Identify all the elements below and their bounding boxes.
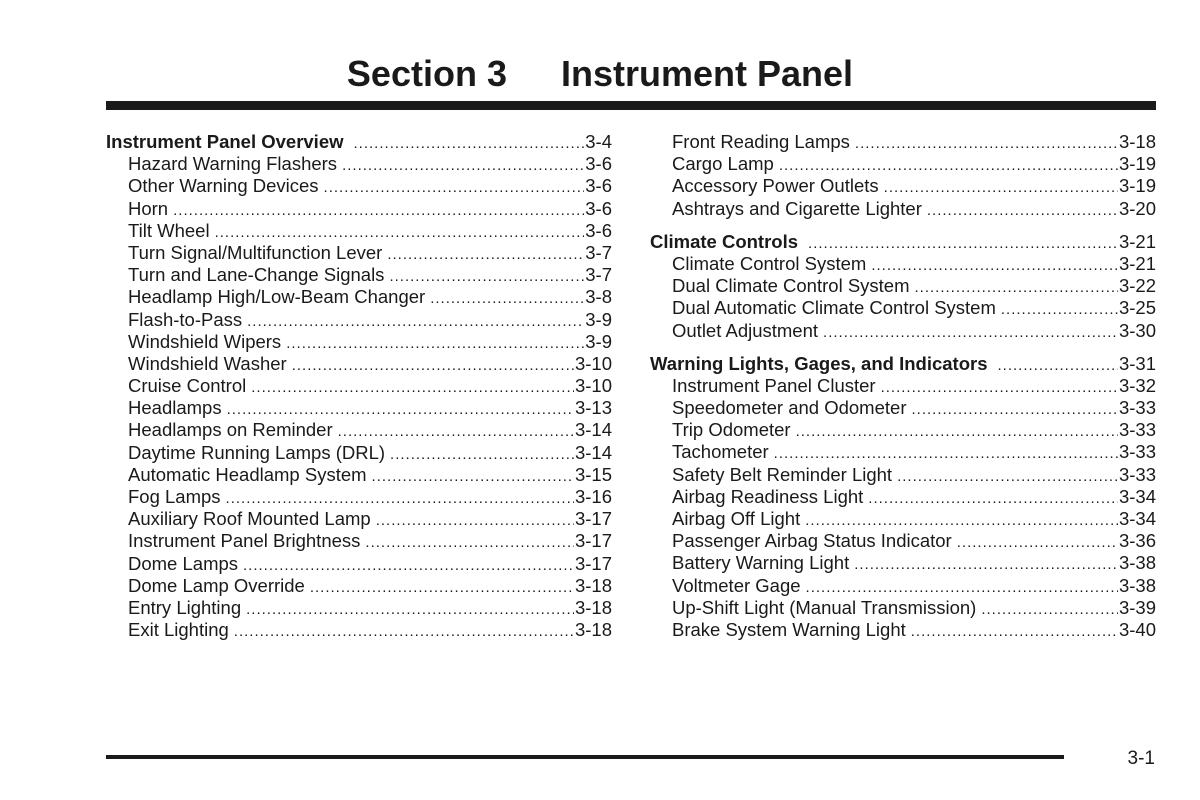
toc-entry-page: 3-18 [574, 596, 612, 618]
dot-leader [338, 421, 574, 441]
dot-leader [806, 577, 1118, 597]
toc-entry-page: 3-25 [1118, 297, 1156, 319]
toc-entry-page: 3-8 [585, 286, 612, 308]
dot-leader [927, 200, 1118, 220]
toc-entry-page: 3-6 [585, 153, 612, 175]
dot-leader [376, 510, 574, 530]
dot-leader [246, 599, 574, 619]
dot-leader [173, 200, 584, 220]
toc-entry[interactable] [106, 331, 612, 353]
toc-entry-page: 3-19 [1118, 153, 1156, 175]
dot-leader [234, 621, 574, 641]
dot-leader [911, 621, 1118, 641]
toc-entry-title: Battery Warning Light [672, 552, 850, 574]
toc-entry[interactable] [650, 397, 1156, 419]
toc-entry-page: 3-14 [574, 419, 612, 441]
toc-entry[interactable] [650, 198, 1156, 220]
section-label: Section [346, 53, 477, 94]
toc-entry[interactable] [650, 275, 1156, 297]
toc-entry-title: Speedometer and Odometer [672, 397, 907, 419]
toc-entry-title: Passenger Airbag Status Indicator [672, 530, 952, 552]
toc-entry-title: Up-Shift Light (Manual Transmission) [672, 596, 977, 618]
toc-entry[interactable] [650, 464, 1156, 486]
dot-leader [227, 399, 574, 419]
toc-entry-page: 3-17 [574, 552, 612, 574]
toc-entry-title: Climate Controls [650, 230, 799, 252]
toc-entry-title: Windshield Wipers [128, 330, 282, 352]
dot-leader [226, 488, 574, 508]
toc-entry-title: Safety Belt Reminder Light [672, 463, 893, 485]
toc-entry-page: 3-6 [585, 175, 612, 197]
toc-entry-title: Ashtrays and Cigarette Lighter [672, 197, 922, 219]
toc-entry-page: 3-6 [585, 219, 612, 241]
toc-entry[interactable] [106, 242, 612, 264]
toc-entry-title: Instrument Panel Brightness [128, 530, 361, 552]
dot-leader [390, 444, 574, 464]
toc-entry-title: Windshield Washer [128, 352, 287, 374]
toc-column-left [106, 131, 612, 641]
toc-entry-title: Trip Odometer [672, 419, 791, 441]
toc-entry-page: 3-34 [1118, 508, 1156, 529]
toc-entry[interactable] [106, 220, 612, 242]
toc-entry-title: Horn [128, 197, 169, 219]
toc-entry-title: Airbag Off Light [672, 508, 801, 529]
toc-entry-title: Daytime Running Lamps (DRL) [128, 441, 386, 463]
toc-heading[interactable] [650, 231, 1156, 253]
toc-entry-title: Tilt Wheel [128, 219, 210, 241]
dot-leader [365, 532, 574, 552]
dot-leader [1001, 299, 1118, 319]
toc-entry[interactable] [106, 375, 612, 397]
toc-entry-page: 3-20 [1118, 197, 1156, 219]
toc-entry-page: 3-33 [1118, 441, 1156, 463]
toc-group [650, 353, 1156, 641]
dot-leader [292, 355, 574, 375]
toc-entry[interactable] [106, 264, 612, 286]
toc-entry-title: Hazard Warning Flashers [128, 153, 338, 175]
dot-leader [911, 399, 1117, 419]
toc-entry[interactable] [106, 153, 612, 175]
toc-entry-title: Climate Control System [672, 252, 867, 274]
dot-leader [387, 244, 584, 264]
toc-entry-title: Warning Lights, Gages, and Indicators [650, 352, 988, 374]
toc-entry-page: 3-38 [1118, 552, 1156, 574]
toc-entry-title: Automatic Headlamp System [128, 463, 367, 485]
toc-entry-title: Turn Signal/Multifunction Lever [128, 241, 383, 263]
toc-entry[interactable] [106, 530, 612, 552]
toc-entry[interactable] [650, 486, 1156, 508]
toc-entry-title: Headlamps [128, 397, 222, 419]
toc-group [106, 131, 612, 641]
toc-entry-page: 3-32 [1118, 374, 1156, 396]
toc-entry-page: 3-14 [574, 441, 612, 463]
dot-leader [884, 177, 1118, 197]
section-number: 3 [486, 53, 507, 94]
dot-leader [823, 322, 1118, 342]
toc-entry-title: Exit Lighting [128, 619, 229, 641]
toc-entry[interactable] [650, 530, 1156, 552]
toc-entry-page: 3-19 [1118, 175, 1156, 197]
toc-entry[interactable] [650, 320, 1156, 342]
toc-entry-title: Front Reading Lamps [672, 131, 850, 152]
toc-entry[interactable] [650, 619, 1156, 641]
toc-entry[interactable] [106, 575, 612, 597]
toc-entry-title: Headlamps on Reminder [128, 419, 333, 441]
dot-leader [372, 466, 574, 486]
toc-entry[interactable] [106, 353, 612, 375]
toc-entry-page: 3-17 [574, 508, 612, 530]
toc-entry-title: Dome Lamps [128, 552, 239, 574]
toc-entry[interactable] [650, 375, 1156, 397]
toc-entry-page: 3-6 [585, 197, 612, 219]
dot-leader [342, 155, 584, 175]
toc-entry-page: 3-40 [1118, 618, 1156, 640]
toc-entry-title: Airbag Readiness Light [672, 485, 864, 507]
header-rule [106, 101, 1156, 110]
toc-entry-title: Cargo Lamp [672, 153, 774, 175]
toc-entry-title: Auxiliary Roof Mounted Lamp [128, 508, 371, 530]
toc-entry[interactable] [650, 131, 1156, 153]
toc-entry[interactable] [650, 441, 1156, 463]
dot-leader [981, 599, 1118, 619]
toc-entry[interactable] [106, 175, 612, 197]
dot-leader [805, 510, 1118, 530]
toc-entry-page: 3-16 [574, 486, 612, 507]
toc-entry-title: Other Warning Devices [128, 175, 319, 197]
toc-entry[interactable] [106, 286, 612, 308]
dot-leader [324, 177, 585, 197]
dot-leader [251, 377, 574, 397]
dot-leader [354, 133, 585, 153]
toc-entry-page: 3-30 [1118, 319, 1156, 341]
toc-entry[interactable] [106, 619, 612, 641]
toc-entry[interactable] [650, 419, 1156, 441]
toc-entry[interactable] [650, 508, 1156, 530]
dot-leader [998, 355, 1118, 375]
toc-entry-page: 3-7 [585, 241, 612, 263]
dot-leader [779, 155, 1118, 175]
toc-entry-title: Entry Lighting [128, 596, 242, 618]
toc-entry[interactable] [106, 597, 612, 619]
toc-entry-page: 3-34 [1118, 485, 1156, 507]
toc-entry-title: Brake System Warning Light [672, 618, 906, 640]
toc-entry-page: 3-36 [1118, 530, 1156, 552]
toc-entry[interactable] [650, 575, 1156, 597]
dot-leader [915, 277, 1118, 297]
toc-entry[interactable] [106, 419, 612, 441]
toc-entry-title: Instrument Panel Cluster [672, 374, 876, 396]
toc-entry[interactable] [650, 297, 1156, 319]
toc-entry-page: 3-13 [574, 397, 612, 419]
toc-entry-page: 3-38 [1118, 574, 1156, 596]
toc-entry-page: 3-17 [574, 530, 612, 552]
toc-entry-title: Fog Lamps [128, 486, 221, 507]
dot-leader [855, 133, 1118, 153]
dot-leader [243, 555, 574, 575]
toc-column-right [650, 131, 1156, 641]
toc-heading[interactable] [106, 131, 612, 153]
dot-leader [957, 532, 1118, 552]
dot-leader [881, 377, 1118, 397]
toc-entry[interactable] [650, 175, 1156, 197]
toc-entry[interactable] [106, 198, 612, 220]
toc-entry-page: 3-33 [1118, 397, 1156, 419]
section-header [0, 52, 1200, 96]
dot-leader [310, 577, 574, 597]
toc-entry-page: 3-10 [574, 375, 612, 397]
toc-heading[interactable] [650, 353, 1156, 375]
toc-entry-title: Instrument Panel Overview [106, 131, 344, 152]
dot-leader [871, 255, 1118, 275]
footer-rule [106, 755, 1064, 759]
toc-entry-page: 3-7 [585, 264, 612, 286]
dot-leader [774, 443, 1118, 463]
toc-entry-title: Accessory Power Outlets [672, 175, 879, 197]
dot-leader [215, 222, 585, 242]
toc-entry-title: Dome Lamp Override [128, 574, 305, 596]
toc-entry-title: Headlamp High/Low-Beam Changer [128, 286, 426, 308]
toc-entry-page: 3-21 [1118, 252, 1156, 274]
toc-entry-title: Flash-to-Pass [128, 308, 243, 330]
toc-entry-page: 3-18 [1118, 131, 1156, 152]
toc-entry-page: 3-9 [585, 308, 612, 330]
toc-entry-page: 3-31 [1118, 352, 1156, 374]
toc-entry-page: 3-21 [1118, 230, 1156, 252]
toc-group [650, 131, 1156, 220]
page-number: 3-1 [1127, 748, 1155, 769]
toc-entry[interactable] [106, 508, 612, 530]
toc-entry-title: Outlet Adjustment [672, 319, 819, 341]
toc-entry-page: 3-18 [574, 574, 612, 596]
toc-entry[interactable] [106, 442, 612, 464]
toc-entry[interactable] [650, 597, 1156, 619]
dot-leader [868, 488, 1118, 508]
section-title: Instrument Panel [561, 53, 854, 94]
toc-entry-title: Dual Automatic Climate Control System [672, 297, 996, 319]
toc-entry[interactable] [650, 253, 1156, 275]
dot-leader [854, 554, 1118, 574]
dot-leader [796, 421, 1118, 441]
toc-entry-page: 3-4 [585, 131, 612, 152]
toc-entry-title: Turn and Lane-Change Signals [128, 264, 385, 286]
toc-entry[interactable] [650, 552, 1156, 574]
toc-entry[interactable] [650, 153, 1156, 175]
toc-entry[interactable] [106, 464, 612, 486]
toc-entry[interactable] [106, 397, 612, 419]
toc-entry-title: Dual Climate Control System [672, 275, 910, 297]
dot-leader [389, 266, 584, 286]
toc-group [650, 231, 1156, 342]
toc-entry-title: Tachometer [672, 441, 769, 463]
toc-entry[interactable] [106, 309, 612, 331]
dot-leader [808, 233, 1118, 253]
dot-leader [247, 311, 584, 331]
toc-entry[interactable] [106, 486, 612, 508]
toc-entry-page: 3-18 [574, 619, 612, 641]
toc-entry-page: 3-33 [1118, 419, 1156, 441]
dot-leader [286, 333, 584, 353]
toc-entry[interactable] [106, 553, 612, 575]
toc-entry-title: Voltmeter Gage [672, 574, 801, 596]
dot-leader [430, 288, 584, 308]
dot-leader [897, 466, 1118, 486]
toc-entry-page: 3-10 [574, 352, 612, 374]
toc-entry-title: Cruise Control [128, 375, 247, 397]
toc-entry-page: 3-15 [574, 463, 612, 485]
toc-entry-page: 3-22 [1118, 275, 1156, 297]
toc-entry-page: 3-39 [1118, 596, 1156, 618]
toc-entry-page: 3-9 [585, 330, 612, 352]
toc-entry-page: 3-33 [1118, 463, 1156, 485]
